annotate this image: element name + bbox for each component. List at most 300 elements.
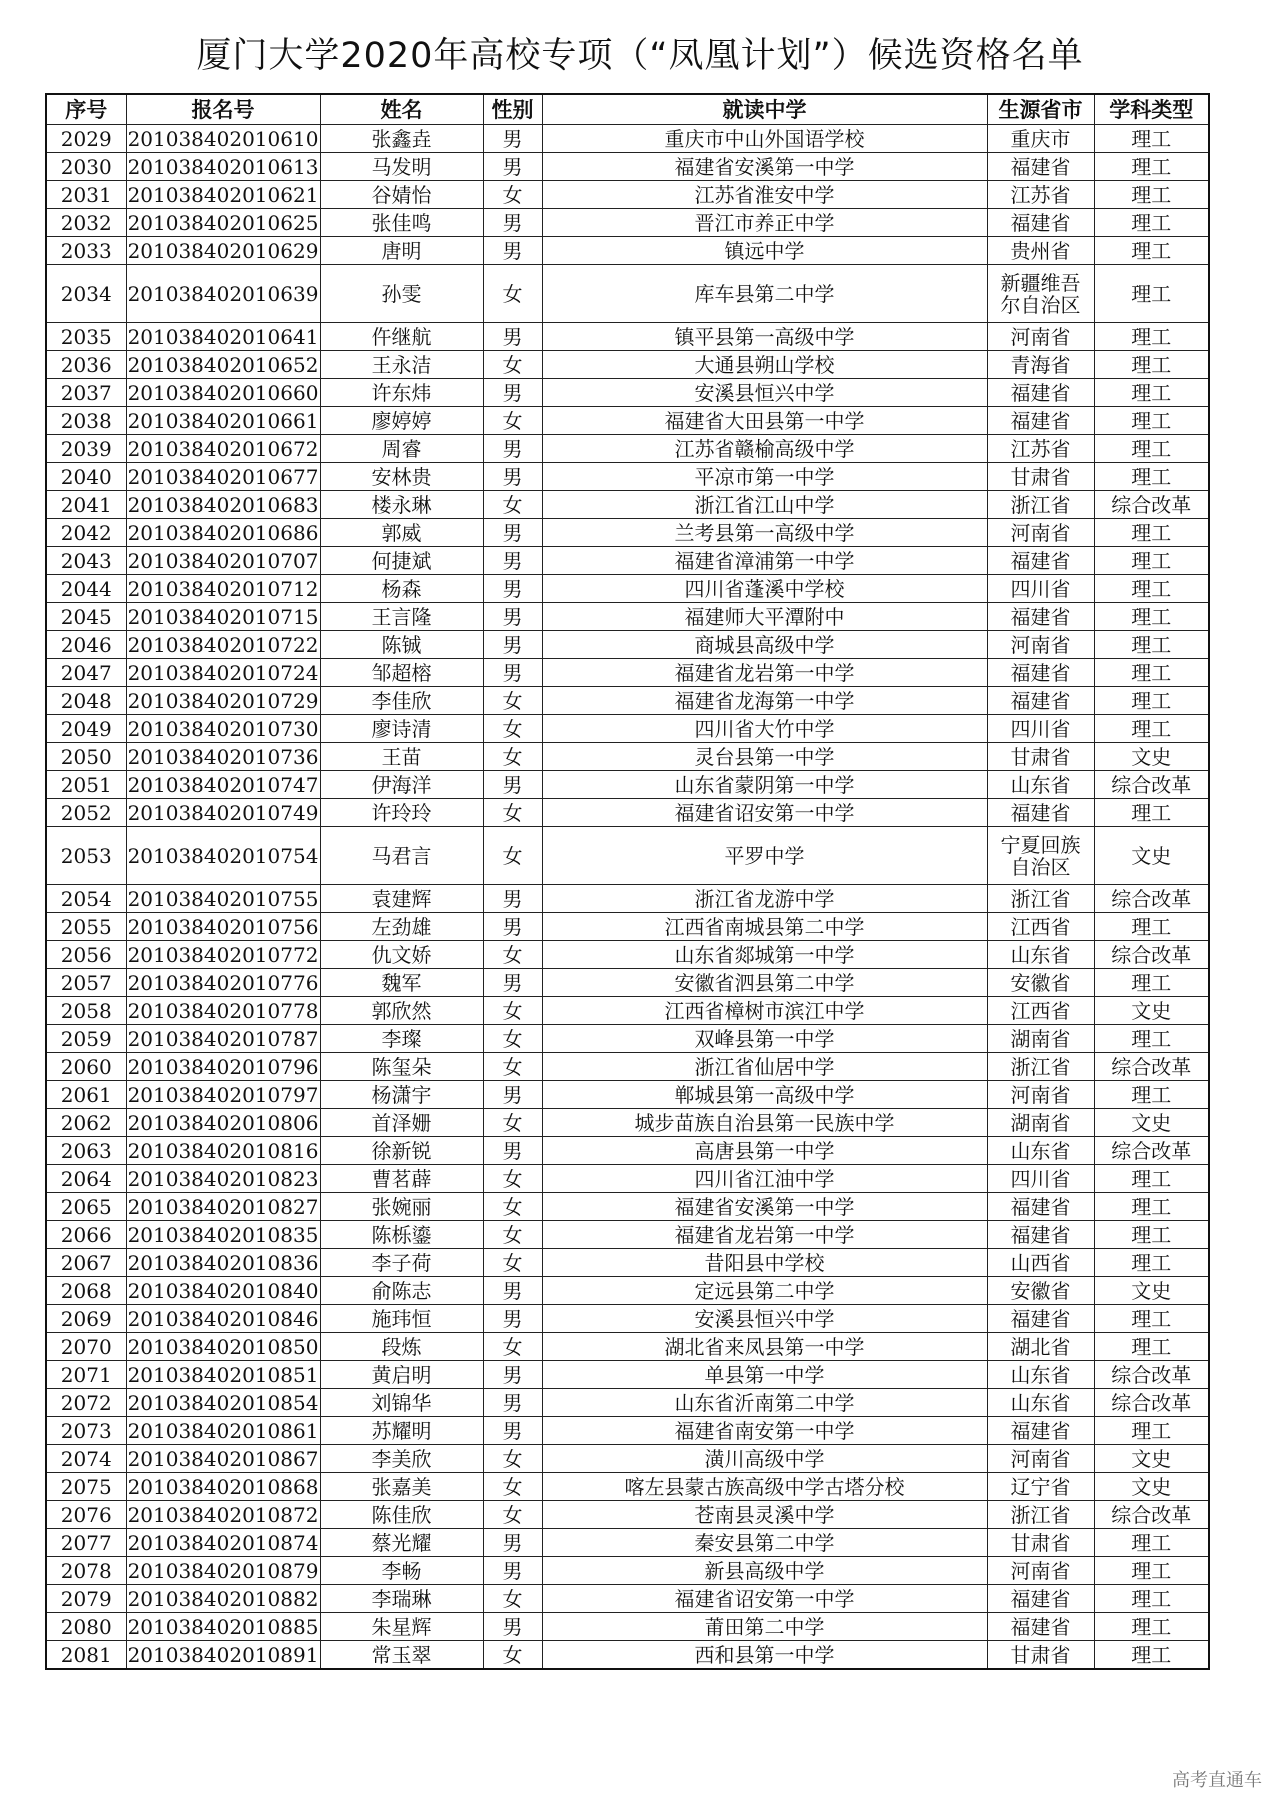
cell-school: 福建师大平潭附中 bbox=[542, 603, 987, 631]
cell-school: 单县第一中学 bbox=[542, 1361, 987, 1389]
cell-school: 江西省樟树市滨江中学 bbox=[542, 997, 987, 1025]
cell-reg-no: 201038402010747 bbox=[127, 772, 319, 797]
cell-reg-no: 201038402010712 bbox=[127, 576, 319, 601]
cell-gender: 男 bbox=[483, 547, 542, 575]
cell-school: 福建省龙海第一中学 bbox=[542, 687, 987, 715]
cell-school: 兰考县第一高级中学 bbox=[542, 519, 987, 547]
cell-name: 首泽姗 bbox=[320, 1109, 483, 1137]
cell-subject: 综合改革 bbox=[1094, 885, 1209, 913]
cell-name: 李美欣 bbox=[320, 1445, 483, 1473]
cell-school: 安溪县恒兴中学 bbox=[542, 1305, 987, 1333]
cell-province: 福建省 bbox=[987, 1305, 1094, 1333]
cell-subject: 理工 bbox=[1094, 1305, 1209, 1333]
cell-school: 浙江省仙居中学 bbox=[542, 1053, 987, 1081]
cell-province: 福建省 bbox=[987, 1613, 1094, 1641]
cell-province: 宁夏回族自治区 bbox=[987, 827, 1094, 885]
cell-gender: 男 bbox=[483, 1305, 542, 1333]
cell-seq: 2053 bbox=[46, 827, 126, 885]
cell-name: 陈铖 bbox=[320, 631, 483, 659]
cell-gender: 男 bbox=[483, 519, 542, 547]
candidate-table bbox=[45, 93, 1210, 1670]
cell-reg-no: 201038402010756 bbox=[127, 914, 319, 939]
cell-school: 湖北省来凤县第一中学 bbox=[542, 1333, 987, 1361]
cell-subject: 理工 bbox=[1094, 687, 1209, 715]
cell-name: 周睿 bbox=[320, 435, 483, 463]
cell-subject: 综合改革 bbox=[1094, 491, 1209, 519]
cell-gender: 女 bbox=[483, 1445, 542, 1473]
cell-gender: 男 bbox=[483, 631, 542, 659]
cell-gender: 女 bbox=[483, 1221, 542, 1249]
cell-province: 甘肃省 bbox=[987, 463, 1094, 491]
cell-seq: 2032 bbox=[46, 209, 126, 237]
cell-subject: 理工 bbox=[1094, 913, 1209, 941]
cell-gender: 男 bbox=[483, 1081, 542, 1109]
cell-name: 郭威 bbox=[320, 519, 483, 547]
cell-seq: 2046 bbox=[46, 631, 126, 659]
table-row bbox=[46, 1109, 1209, 1137]
cell-school: 福建省龙岩第一中学 bbox=[542, 659, 987, 687]
cell-seq: 2075 bbox=[46, 1473, 126, 1501]
table-row bbox=[46, 1305, 1209, 1333]
cell-school: 四川省蓬溪中学校 bbox=[542, 575, 987, 603]
cell-province: 湖北省 bbox=[987, 1333, 1094, 1361]
cell-school: 重庆市中山外国语学校 bbox=[542, 125, 987, 153]
table-row bbox=[46, 575, 1209, 603]
cell-name: 施玮恒 bbox=[320, 1305, 483, 1333]
cell-reg-no: 201038402010854 bbox=[127, 1390, 319, 1415]
cell-subject: 理工 bbox=[1094, 435, 1209, 463]
cell-gender: 男 bbox=[483, 237, 542, 265]
cell-gender: 男 bbox=[483, 435, 542, 463]
cell-seq: 2033 bbox=[46, 237, 126, 265]
cell-seq: 2043 bbox=[46, 547, 126, 575]
cell-province: 新疆维吾尔自治区 bbox=[987, 265, 1094, 323]
cell-province: 山东省 bbox=[987, 941, 1094, 969]
cell-name: 李子荷 bbox=[320, 1249, 483, 1277]
cell-school: 福建省诏安第一中学 bbox=[542, 799, 987, 827]
cell-gender: 女 bbox=[483, 997, 542, 1025]
cell-province: 浙江省 bbox=[987, 491, 1094, 519]
cell-province: 四川省 bbox=[987, 1165, 1094, 1193]
cell-province: 福建省 bbox=[987, 547, 1094, 575]
cell-school: 晋江市养正中学 bbox=[542, 209, 987, 237]
cell-province: 安徽省 bbox=[987, 969, 1094, 997]
cell-reg-no: 201038402010686 bbox=[127, 520, 319, 545]
cell-subject: 理工 bbox=[1094, 379, 1209, 407]
cell-reg-no: 201038402010613 bbox=[127, 154, 319, 179]
cell-name: 仵继航 bbox=[320, 323, 483, 351]
cell-reg-no: 201038402010861 bbox=[127, 1418, 319, 1443]
cell-province: 河南省 bbox=[987, 1557, 1094, 1585]
cell-reg-no: 201038402010816 bbox=[127, 1138, 319, 1163]
cell-school: 福建省安溪第一中学 bbox=[542, 153, 987, 181]
cell-name: 何捷斌 bbox=[320, 547, 483, 575]
cell-name: 伊海洋 bbox=[320, 771, 483, 799]
table-row bbox=[46, 1053, 1209, 1081]
cell-seq: 2069 bbox=[46, 1305, 126, 1333]
cell-school: 灵台县第一中学 bbox=[542, 743, 987, 771]
cell-seq: 2045 bbox=[46, 603, 126, 631]
cell-seq: 2071 bbox=[46, 1361, 126, 1389]
cell-reg-no: 201038402010749 bbox=[127, 800, 319, 825]
cell-seq: 2068 bbox=[46, 1277, 126, 1305]
cell-reg-no: 201038402010610 bbox=[127, 126, 319, 151]
cell-gender: 男 bbox=[483, 603, 542, 631]
cell-province: 山东省 bbox=[987, 1389, 1094, 1417]
table-row bbox=[46, 1081, 1209, 1109]
cell-school: 苍南县灵溪中学 bbox=[542, 1501, 987, 1529]
cell-seq: 2056 bbox=[46, 941, 126, 969]
cell-gender: 女 bbox=[483, 1025, 542, 1053]
header-seq: 序号 bbox=[46, 94, 126, 125]
cell-gender: 女 bbox=[483, 351, 542, 379]
cell-gender: 男 bbox=[483, 1529, 542, 1557]
cell-subject: 理工 bbox=[1094, 1193, 1209, 1221]
cell-province: 福建省 bbox=[987, 1585, 1094, 1613]
table-row bbox=[46, 379, 1209, 407]
cell-name: 李璨 bbox=[320, 1025, 483, 1053]
cell-reg-no: 201038402010836 bbox=[127, 1250, 319, 1275]
cell-school: 平罗中学 bbox=[542, 827, 987, 885]
table-row bbox=[46, 265, 1209, 323]
cell-subject: 理工 bbox=[1094, 715, 1209, 743]
cell-name: 张婉丽 bbox=[320, 1193, 483, 1221]
cell-reg-no: 201038402010778 bbox=[127, 998, 319, 1023]
cell-school: 定远县第二中学 bbox=[542, 1277, 987, 1305]
cell-subject: 理工 bbox=[1094, 1081, 1209, 1109]
cell-school: 江苏省淮安中学 bbox=[542, 181, 987, 209]
cell-seq: 2051 bbox=[46, 771, 126, 799]
cell-school: 安徽省泗县第二中学 bbox=[542, 969, 987, 997]
cell-school: 莆田第二中学 bbox=[542, 1613, 987, 1641]
table-row bbox=[46, 1529, 1209, 1557]
table-row bbox=[46, 435, 1209, 463]
cell-province: 山西省 bbox=[987, 1249, 1094, 1277]
cell-subject: 理工 bbox=[1094, 237, 1209, 265]
cell-school: 平凉市第一中学 bbox=[542, 463, 987, 491]
table-row bbox=[46, 491, 1209, 519]
cell-reg-no: 201038402010867 bbox=[127, 1446, 319, 1471]
table-row bbox=[46, 323, 1209, 351]
cell-reg-no: 201038402010641 bbox=[127, 324, 319, 349]
cell-province: 四川省 bbox=[987, 715, 1094, 743]
cell-gender: 男 bbox=[483, 885, 542, 913]
cell-school: 镇远中学 bbox=[542, 237, 987, 265]
cell-province: 福建省 bbox=[987, 799, 1094, 827]
cell-gender: 男 bbox=[483, 1417, 542, 1445]
cell-school: 福建省大田县第一中学 bbox=[542, 407, 987, 435]
cell-reg-no: 201038402010868 bbox=[127, 1474, 319, 1499]
cell-seq: 2034 bbox=[46, 265, 126, 323]
table-row bbox=[46, 1641, 1209, 1670]
table-row bbox=[46, 1361, 1209, 1389]
cell-gender: 女 bbox=[483, 1333, 542, 1361]
cell-subject: 综合改革 bbox=[1094, 1137, 1209, 1165]
cell-school: 西和县第一中学 bbox=[542, 1641, 987, 1670]
cell-gender: 女 bbox=[483, 1249, 542, 1277]
cell-name: 谷婧怡 bbox=[320, 181, 483, 209]
cell-subject: 理工 bbox=[1094, 125, 1209, 153]
cell-gender: 男 bbox=[483, 771, 542, 799]
cell-reg-no: 201038402010787 bbox=[127, 1026, 319, 1051]
table-row bbox=[46, 1277, 1209, 1305]
cell-seq: 2050 bbox=[46, 743, 126, 771]
cell-reg-no: 201038402010629 bbox=[127, 238, 319, 263]
cell-reg-no: 201038402010621 bbox=[127, 182, 319, 207]
cell-province: 河南省 bbox=[987, 323, 1094, 351]
cell-seq: 2063 bbox=[46, 1137, 126, 1165]
cell-province: 江苏省 bbox=[987, 181, 1094, 209]
cell-seq: 2037 bbox=[46, 379, 126, 407]
cell-subject: 理工 bbox=[1094, 209, 1209, 237]
cell-province: 福建省 bbox=[987, 687, 1094, 715]
cell-seq: 2078 bbox=[46, 1557, 126, 1585]
cell-school: 江苏省赣榆高级中学 bbox=[542, 435, 987, 463]
cell-gender: 男 bbox=[483, 1277, 542, 1305]
cell-reg-no: 201038402010850 bbox=[127, 1334, 319, 1359]
cell-seq: 2058 bbox=[46, 997, 126, 1025]
table-row bbox=[46, 687, 1209, 715]
table-row bbox=[46, 771, 1209, 799]
cell-gender: 女 bbox=[483, 1109, 542, 1137]
cell-subject: 理工 bbox=[1094, 351, 1209, 379]
header-reg-no: 报名号 bbox=[126, 94, 320, 125]
table-row bbox=[46, 1025, 1209, 1053]
cell-school: 喀左县蒙古族高级中学古塔分校 bbox=[542, 1473, 987, 1501]
cell-subject: 理工 bbox=[1094, 153, 1209, 181]
cell-seq: 2076 bbox=[46, 1501, 126, 1529]
table-row bbox=[46, 237, 1209, 265]
table-row bbox=[46, 969, 1209, 997]
cell-reg-no: 201038402010736 bbox=[127, 744, 319, 769]
cell-seq: 2070 bbox=[46, 1333, 126, 1361]
cell-subject: 理工 bbox=[1094, 1249, 1209, 1277]
cell-school: 秦安县第二中学 bbox=[542, 1529, 987, 1557]
cell-school: 山东省郯城第一中学 bbox=[542, 941, 987, 969]
cell-gender: 男 bbox=[483, 913, 542, 941]
table-row bbox=[46, 1557, 1209, 1585]
cell-reg-no: 201038402010891 bbox=[126, 1641, 320, 1670]
cell-subject: 理工 bbox=[1094, 181, 1209, 209]
table-row bbox=[46, 209, 1209, 237]
cell-province: 甘肃省 bbox=[987, 1529, 1094, 1557]
cell-province: 浙江省 bbox=[987, 885, 1094, 913]
cell-subject: 理工 bbox=[1094, 1585, 1209, 1613]
cell-name: 袁建辉 bbox=[320, 885, 483, 913]
cell-name: 李瑞琳 bbox=[320, 1585, 483, 1613]
cell-school: 镇平县第一高级中学 bbox=[542, 323, 987, 351]
cell-province: 福建省 bbox=[987, 659, 1094, 687]
header-subject: 学科类型 bbox=[1094, 94, 1209, 125]
table-row bbox=[46, 799, 1209, 827]
cell-name: 王永洁 bbox=[320, 351, 483, 379]
cell-school: 城步苗族自治县第一民族中学 bbox=[542, 1109, 987, 1137]
header-gender: 性别 bbox=[483, 94, 542, 125]
cell-school: 安溪县恒兴中学 bbox=[542, 379, 987, 407]
cell-gender: 男 bbox=[483, 323, 542, 351]
table-row bbox=[46, 1165, 1209, 1193]
cell-name: 杨潇宇 bbox=[320, 1081, 483, 1109]
cell-province: 福建省 bbox=[987, 1193, 1094, 1221]
cell-subject: 综合改革 bbox=[1094, 1501, 1209, 1529]
cell-gender: 男 bbox=[483, 379, 542, 407]
cell-subject: 综合改革 bbox=[1094, 941, 1209, 969]
cell-seq: 2060 bbox=[46, 1053, 126, 1081]
cell-subject: 理工 bbox=[1094, 631, 1209, 659]
cell-gender: 男 bbox=[483, 1389, 542, 1417]
table-row bbox=[46, 547, 1209, 575]
table-row bbox=[46, 1417, 1209, 1445]
cell-name: 孙雯 bbox=[320, 265, 483, 323]
cell-seq: 2057 bbox=[46, 969, 126, 997]
cell-school: 新县高级中学 bbox=[542, 1557, 987, 1585]
cell-school: 福建省龙岩第一中学 bbox=[542, 1221, 987, 1249]
cell-province: 甘肃省 bbox=[987, 1641, 1094, 1670]
cell-province: 浙江省 bbox=[987, 1053, 1094, 1081]
cell-name: 马发明 bbox=[320, 153, 483, 181]
cell-subject: 理工 bbox=[1094, 1417, 1209, 1445]
cell-reg-no: 201038402010797 bbox=[127, 1082, 319, 1107]
cell-subject: 综合改革 bbox=[1094, 1389, 1209, 1417]
cell-province: 福建省 bbox=[987, 379, 1094, 407]
cell-name: 邹超榕 bbox=[320, 659, 483, 687]
cell-school: 四川省大竹中学 bbox=[542, 715, 987, 743]
cell-gender: 女 bbox=[483, 1193, 542, 1221]
cell-reg-no: 201038402010846 bbox=[127, 1306, 319, 1331]
table-row bbox=[46, 1445, 1209, 1473]
cell-name: 陈佳欣 bbox=[320, 1501, 483, 1529]
cell-gender: 女 bbox=[483, 715, 542, 743]
cell-subject: 理工 bbox=[1094, 323, 1209, 351]
cell-province: 湖南省 bbox=[987, 1109, 1094, 1137]
cell-gender: 女 bbox=[483, 1053, 542, 1081]
cell-name: 苏耀明 bbox=[320, 1417, 483, 1445]
cell-seq: 2039 bbox=[46, 435, 126, 463]
table-row bbox=[46, 603, 1209, 631]
cell-name: 朱星辉 bbox=[320, 1613, 483, 1641]
cell-subject: 文史 bbox=[1094, 1473, 1209, 1501]
cell-school: 山东省沂南第二中学 bbox=[542, 1389, 987, 1417]
cell-province: 福建省 bbox=[987, 209, 1094, 237]
cell-school: 双峰县第一中学 bbox=[542, 1025, 987, 1053]
cell-subject: 理工 bbox=[1094, 519, 1209, 547]
watermark: 高考直通车 bbox=[1172, 1770, 1262, 1791]
cell-province: 福建省 bbox=[987, 153, 1094, 181]
cell-reg-no: 201038402010796 bbox=[127, 1054, 319, 1079]
cell-province: 浙江省 bbox=[987, 1501, 1094, 1529]
cell-seq: 2041 bbox=[46, 491, 126, 519]
page-title: 厦门大学2020年高校专项（“凤凰计划”）候选资格名单 bbox=[196, 36, 1084, 76]
cell-seq: 2062 bbox=[46, 1109, 126, 1137]
table-row bbox=[46, 519, 1209, 547]
cell-school: 山东省蒙阴第一中学 bbox=[542, 771, 987, 799]
cell-name: 楼永琳 bbox=[320, 491, 483, 519]
cell-subject: 理工 bbox=[1094, 659, 1209, 687]
cell-seq: 2048 bbox=[46, 687, 126, 715]
cell-name: 张鑫垚 bbox=[320, 125, 483, 153]
cell-reg-no: 201038402010772 bbox=[127, 942, 319, 967]
cell-subject: 理工 bbox=[1094, 1557, 1209, 1585]
cell-name: 王苗 bbox=[320, 743, 483, 771]
cell-name: 廖婷婷 bbox=[320, 407, 483, 435]
table-row bbox=[46, 407, 1209, 435]
cell-reg-no: 201038402010835 bbox=[127, 1222, 319, 1247]
cell-gender: 男 bbox=[483, 1557, 542, 1585]
cell-province: 青海省 bbox=[987, 351, 1094, 379]
cell-reg-no: 201038402010823 bbox=[127, 1166, 319, 1191]
cell-subject: 理工 bbox=[1094, 1641, 1209, 1670]
cell-name: 蔡光耀 bbox=[320, 1529, 483, 1557]
cell-province: 贵州省 bbox=[987, 237, 1094, 265]
cell-school: 商城县高级中学 bbox=[542, 631, 987, 659]
cell-reg-no: 201038402010639 bbox=[126, 265, 320, 323]
table-row bbox=[46, 715, 1209, 743]
cell-province: 江西省 bbox=[987, 997, 1094, 1025]
cell-subject: 理工 bbox=[1094, 1333, 1209, 1361]
cell-gender: 男 bbox=[483, 575, 542, 603]
cell-school: 福建省漳浦第一中学 bbox=[542, 547, 987, 575]
cell-subject: 文史 bbox=[1094, 1277, 1209, 1305]
cell-name: 杨森 bbox=[320, 575, 483, 603]
cell-school: 高唐县第一中学 bbox=[542, 1137, 987, 1165]
table-row bbox=[46, 1221, 1209, 1249]
cell-province: 河南省 bbox=[987, 631, 1094, 659]
cell-subject: 综合改革 bbox=[1094, 1361, 1209, 1389]
cell-school: 福建省安溪第一中学 bbox=[542, 1193, 987, 1221]
table-row bbox=[46, 125, 1209, 153]
cell-seq: 2072 bbox=[46, 1389, 126, 1417]
table-row bbox=[46, 1193, 1209, 1221]
cell-subject: 理工 bbox=[1094, 1025, 1209, 1053]
header-name: 姓名 bbox=[320, 94, 483, 125]
cell-province: 山东省 bbox=[987, 1361, 1094, 1389]
table-row bbox=[46, 913, 1209, 941]
cell-seq: 2067 bbox=[46, 1249, 126, 1277]
cell-name: 左劲雄 bbox=[320, 913, 483, 941]
cell-name: 马君言 bbox=[320, 827, 483, 885]
cell-subject: 综合改革 bbox=[1094, 771, 1209, 799]
cell-gender: 男 bbox=[483, 1361, 542, 1389]
cell-reg-no: 201038402010885 bbox=[127, 1614, 319, 1639]
cell-name: 魏军 bbox=[320, 969, 483, 997]
table-row bbox=[46, 631, 1209, 659]
cell-reg-no: 201038402010730 bbox=[127, 716, 319, 741]
table-row bbox=[46, 997, 1209, 1025]
cell-seq: 2059 bbox=[46, 1025, 126, 1053]
cell-seq: 2031 bbox=[46, 181, 126, 209]
cell-gender: 男 bbox=[483, 209, 542, 237]
cell-name: 唐明 bbox=[320, 237, 483, 265]
cell-name: 安林贵 bbox=[320, 463, 483, 491]
cell-gender: 女 bbox=[483, 181, 542, 209]
cell-reg-no: 201038402010840 bbox=[127, 1278, 319, 1303]
cell-subject: 理工 bbox=[1094, 1613, 1209, 1641]
cell-gender: 女 bbox=[483, 1641, 542, 1670]
cell-gender: 女 bbox=[483, 1165, 542, 1193]
cell-subject: 理工 bbox=[1094, 575, 1209, 603]
table-row bbox=[46, 1389, 1209, 1417]
header-province: 生源省市 bbox=[987, 94, 1094, 125]
cell-province: 重庆市 bbox=[987, 125, 1094, 153]
cell-province: 甘肃省 bbox=[987, 743, 1094, 771]
cell-seq: 2029 bbox=[46, 125, 126, 153]
cell-seq: 2030 bbox=[46, 153, 126, 181]
cell-reg-no: 201038402010661 bbox=[127, 408, 319, 433]
cell-seq: 2064 bbox=[46, 1165, 126, 1193]
cell-reg-no: 201038402010722 bbox=[127, 632, 319, 657]
cell-seq: 2054 bbox=[46, 885, 126, 913]
cell-seq: 2035 bbox=[46, 323, 126, 351]
